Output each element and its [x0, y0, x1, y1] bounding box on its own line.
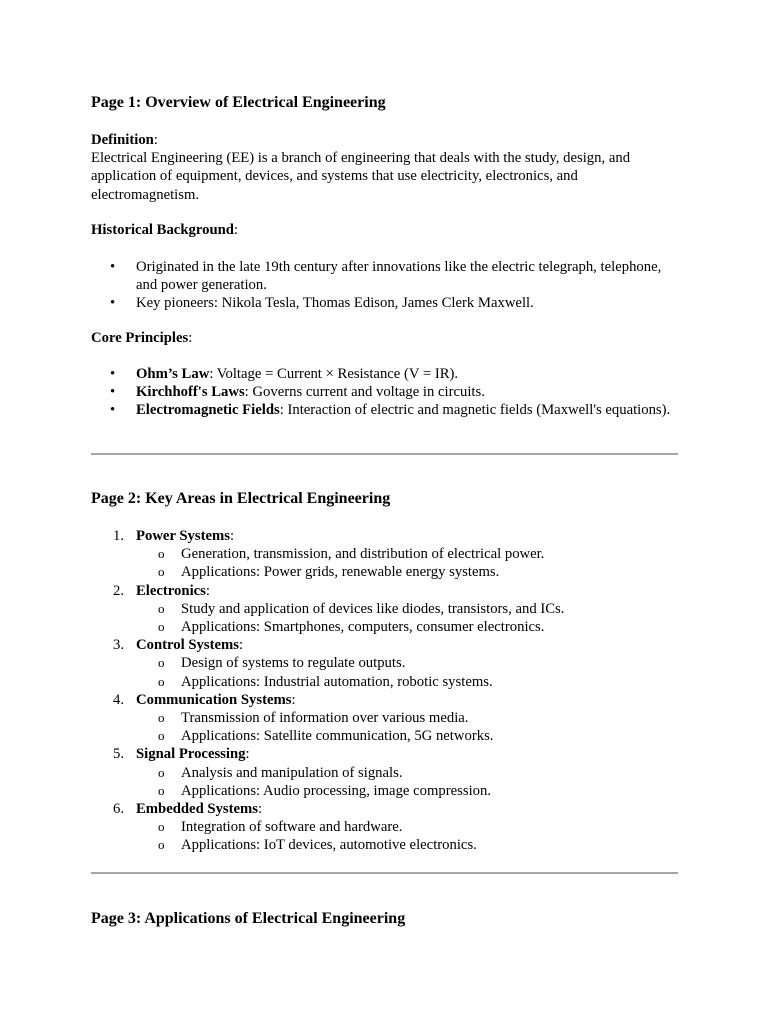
- sub-item: [136, 673, 681, 691]
- key-areas-list: [91, 527, 681, 855]
- core-label: Core Principles: [91, 330, 189, 346]
- area-name: Power Systems: [136, 528, 230, 544]
- colon: :: [205, 582, 210, 599]
- horizontal-rule: [91, 453, 678, 455]
- list-item: [91, 258, 681, 294]
- sub-item: [136, 600, 681, 618]
- bullet-icon: •: [110, 259, 116, 275]
- sub-item-text: Analysis and manipulation of signals.: [181, 764, 403, 781]
- sub-bullet-icon: o: [158, 564, 165, 580]
- definition-label: Definition: [91, 132, 154, 148]
- area-item: [91, 691, 681, 746]
- sub-item-text: Applications: Power grids, renewable energy systems.: [181, 564, 500, 581]
- core-desc: : Governs current and voltage in circuits.: [244, 384, 485, 401]
- sub-item-text: Integration of software and hardware.: [181, 819, 403, 836]
- list-item: [91, 365, 681, 383]
- sub-bullet-icon: o: [158, 837, 165, 853]
- core-heading: [91, 329, 681, 347]
- sub-item-text: Study and application of devices like diodes, transistors, and ICs.: [181, 600, 565, 617]
- sub-bullet-icon: o: [158, 546, 165, 562]
- sub-item: [136, 818, 681, 836]
- list-item: [91, 401, 681, 419]
- history-list: [91, 258, 681, 313]
- page3-title: Page 3: Applications of Electrical Engineering: [91, 910, 406, 927]
- definition-heading: [91, 131, 681, 149]
- sub-item-text: Transmission of information over various media.: [181, 710, 469, 727]
- colon: :: [245, 746, 250, 763]
- bullet-icon: •: [110, 295, 116, 312]
- history-item-text: Originated in the late 19th century after innovations like the electric telegraph, telephone, and power generation.: [136, 259, 662, 294]
- area-number: 1.: [113, 528, 125, 544]
- area-item: [91, 745, 681, 800]
- sub-item: [136, 727, 681, 745]
- definition-section: [91, 131, 681, 204]
- area-name: Signal Processing: [136, 746, 246, 763]
- sub-bullet-icon: o: [158, 619, 165, 635]
- sub-item-text: Applications: Industrial automation, robotic systems.: [181, 673, 493, 690]
- area-number: 4.: [113, 691, 125, 708]
- bullet-icon: •: [110, 366, 116, 382]
- sub-item: [136, 563, 681, 581]
- core-desc: : Interaction of electric and magnetic fields (Maxwell's equations).: [279, 402, 671, 419]
- definition-text: Electrical Engineering (EE) is a branch of engineering that deals with the study, design, and application of equipment, devices, and systems that use electricity, electronics, and electromagnetism.: [91, 150, 631, 203]
- sub-item: [136, 654, 681, 672]
- area-name: Electronics: [136, 582, 206, 599]
- area-number: 5.: [113, 746, 125, 763]
- area-number: 3.: [113, 637, 125, 654]
- sub-item: [136, 782, 681, 800]
- sub-item: [136, 764, 681, 782]
- sub-bullet-icon: o: [158, 782, 165, 798]
- sub-item: [136, 545, 681, 563]
- sub-bullet-icon: o: [158, 819, 165, 835]
- history-item-text: Key pioneers: Nikola Tesla, Thomas Edison, James Clerk Maxwell.: [136, 295, 534, 312]
- sub-item: [136, 709, 681, 727]
- area-number: 2.: [113, 582, 125, 599]
- core-principles-list: [91, 365, 681, 420]
- colon: :: [153, 132, 158, 148]
- area-item: [91, 800, 681, 855]
- bullet-icon: •: [110, 384, 116, 401]
- list-item: [91, 294, 681, 312]
- area-item: [91, 527, 681, 582]
- page1-title: Page 1: Overview of Electrical Engineering: [91, 94, 386, 111]
- core-term: Kirchhoff's Laws: [136, 384, 245, 401]
- sub-item-text: Generation, transmission, and distribution of electrical power.: [181, 546, 545, 563]
- area-item: [91, 582, 681, 637]
- area-number: 6.: [113, 801, 125, 818]
- sub-item-text: Applications: Satellite communication, 5G networks.: [181, 728, 494, 745]
- core-term: Electromagnetic Fields: [136, 402, 280, 419]
- horizontal-rule: [91, 872, 678, 874]
- sub-bullet-icon: o: [158, 600, 165, 616]
- sub-item: [136, 618, 681, 636]
- colon: :: [188, 330, 193, 346]
- history-label: Historical Background: [91, 222, 234, 238]
- page2-title: Page 2: Key Areas in Electrical Engineering: [91, 490, 391, 507]
- colon: :: [238, 637, 244, 654]
- sub-item-text: Applications: IoT devices, automotive electronics.: [181, 837, 477, 854]
- colon: :: [229, 528, 235, 544]
- area-name: Communication Systems: [136, 691, 292, 708]
- sub-bullet-icon: o: [158, 764, 165, 780]
- colon: :: [258, 801, 263, 818]
- sub-bullet-icon: o: [158, 728, 165, 744]
- sub-item-text: Applications: Audio processing, image compression.: [181, 782, 492, 799]
- sub-bullet-icon: o: [158, 673, 165, 689]
- list-item: [91, 383, 681, 401]
- core-desc: : Voltage = Current × Resistance (V = IR).: [209, 366, 459, 382]
- sub-bullet-icon: o: [158, 655, 165, 671]
- bullet-icon: •: [110, 402, 116, 419]
- area-name: Embedded Systems: [136, 801, 259, 818]
- core-term: Ohm’s Law: [136, 366, 210, 382]
- history-heading: [91, 221, 681, 239]
- area-item: [91, 636, 681, 691]
- sub-bullet-icon: o: [158, 710, 165, 726]
- sub-item-text: Design of systems to regulate outputs.: [181, 655, 406, 672]
- area-name: Control Systems: [136, 637, 239, 654]
- sub-item-text: Applications: Smartphones, computers, consumer electronics.: [181, 619, 545, 636]
- sub-item: [136, 836, 681, 854]
- colon: :: [233, 222, 239, 238]
- colon: :: [291, 691, 296, 708]
